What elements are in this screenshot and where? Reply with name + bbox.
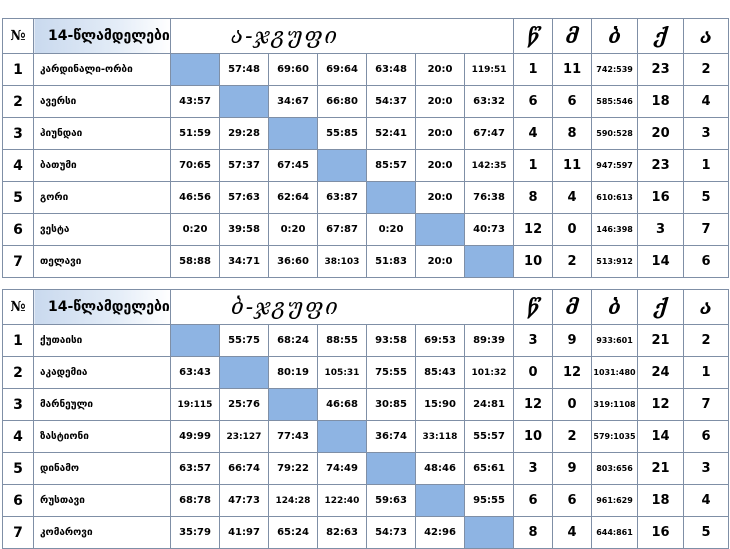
self-match-cell bbox=[318, 150, 367, 182]
place-cell: 2 bbox=[684, 325, 729, 357]
score-cell: 33:118 bbox=[416, 421, 465, 453]
score-cell: 79:22 bbox=[269, 453, 318, 485]
score-cell: 69:53 bbox=[416, 325, 465, 357]
score-cell: 20:0 bbox=[416, 182, 465, 214]
total-points-cell: 23 bbox=[638, 150, 684, 182]
score-cell: 54:73 bbox=[367, 517, 416, 549]
place-cell: 1 bbox=[684, 357, 729, 389]
team-name: გორი bbox=[34, 182, 171, 214]
table-row bbox=[3, 86, 729, 118]
score-cell: 93:58 bbox=[367, 325, 416, 357]
score-cell: 46:56 bbox=[171, 182, 220, 214]
score-cell: 40:73 bbox=[465, 214, 514, 246]
points-diff-cell: 742:539 bbox=[592, 54, 638, 86]
score-cell: 74:49 bbox=[318, 453, 367, 485]
score-cell: 95:55 bbox=[465, 485, 514, 517]
score-cell: 54:37 bbox=[367, 86, 416, 118]
score-cell: 41:97 bbox=[220, 517, 269, 549]
score-cell: 55:85 bbox=[318, 118, 367, 150]
score-cell: 15:90 bbox=[416, 389, 465, 421]
group-a-table bbox=[2, 18, 729, 278]
place-cell: 2 bbox=[684, 54, 729, 86]
score-cell: 35:79 bbox=[171, 517, 220, 549]
place-cell: 6 bbox=[684, 421, 729, 453]
score-cell: 0:20 bbox=[171, 214, 220, 246]
score-cell: 36:60 bbox=[269, 246, 318, 278]
losses-cell: 0 bbox=[553, 389, 592, 421]
place-cell: 4 bbox=[684, 86, 729, 118]
wins-cell: 8 bbox=[514, 182, 553, 214]
losses-cell: 2 bbox=[553, 246, 592, 278]
place-cell: 7 bbox=[684, 214, 729, 246]
self-match-cell bbox=[367, 453, 416, 485]
total-points-cell: 18 bbox=[638, 485, 684, 517]
table-row bbox=[3, 453, 729, 485]
score-cell: 63:48 bbox=[367, 54, 416, 86]
self-match-cell bbox=[416, 485, 465, 517]
self-match-cell bbox=[171, 54, 220, 86]
score-cell: 82:63 bbox=[318, 517, 367, 549]
table-row bbox=[3, 182, 729, 214]
score-cell: 68:78 bbox=[171, 485, 220, 517]
score-cell: 23:127 bbox=[220, 421, 269, 453]
score-cell: 30:85 bbox=[367, 389, 416, 421]
team-name: კარდინალი-ორბი bbox=[34, 54, 171, 86]
score-cell: 63:32 bbox=[465, 86, 514, 118]
table-row bbox=[3, 517, 729, 549]
score-cell: 55:75 bbox=[220, 325, 269, 357]
team-name: აკადემია bbox=[34, 357, 171, 389]
score-cell: 19:115 bbox=[171, 389, 220, 421]
place-cell: 1 bbox=[684, 150, 729, 182]
points-diff-cell: 585:546 bbox=[592, 86, 638, 118]
team-name: ჰიუნდაი bbox=[34, 118, 171, 150]
score-cell: 89:39 bbox=[465, 325, 514, 357]
number-header: № bbox=[3, 290, 34, 325]
header-row bbox=[3, 19, 729, 54]
place-cell: 5 bbox=[684, 517, 729, 549]
team-name: თელავი bbox=[34, 246, 171, 278]
stat-header-s2: მ bbox=[553, 290, 592, 325]
wins-cell: 1 bbox=[514, 150, 553, 182]
score-cell: 58:88 bbox=[171, 246, 220, 278]
points-diff-cell: 644:861 bbox=[592, 517, 638, 549]
score-cell: 76:38 bbox=[465, 182, 514, 214]
score-cell: 34:71 bbox=[220, 246, 269, 278]
row-number: 3 bbox=[3, 389, 34, 421]
table-row bbox=[3, 485, 729, 517]
stat-header-s4: ქ bbox=[638, 290, 684, 325]
team-name: კომაროვი bbox=[34, 517, 171, 549]
stat-header-s1: წ bbox=[514, 19, 553, 54]
self-match-cell bbox=[318, 421, 367, 453]
losses-cell: 4 bbox=[553, 182, 592, 214]
wins-cell: 12 bbox=[514, 389, 553, 421]
score-cell: 70:65 bbox=[171, 150, 220, 182]
losses-cell: 9 bbox=[553, 325, 592, 357]
losses-cell: 2 bbox=[553, 421, 592, 453]
table-row bbox=[3, 118, 729, 150]
score-cell: 47:73 bbox=[220, 485, 269, 517]
team-name: მარნეული bbox=[34, 389, 171, 421]
total-points-cell: 23 bbox=[638, 54, 684, 86]
stat-header-s5: ა bbox=[684, 290, 729, 325]
wins-cell: 6 bbox=[514, 485, 553, 517]
score-cell: 63:57 bbox=[171, 453, 220, 485]
table-row bbox=[3, 54, 729, 86]
self-match-cell bbox=[416, 214, 465, 246]
wins-cell: 8 bbox=[514, 517, 553, 549]
self-match-cell bbox=[269, 389, 318, 421]
wins-cell: 0 bbox=[514, 357, 553, 389]
group-title: ა-ჯგუფი bbox=[171, 19, 514, 54]
points-diff-cell: 933:601 bbox=[592, 325, 638, 357]
place-cell: 4 bbox=[684, 485, 729, 517]
score-cell: 59:63 bbox=[367, 485, 416, 517]
losses-cell: 12 bbox=[553, 357, 592, 389]
group-b-table bbox=[2, 289, 729, 549]
wins-cell: 3 bbox=[514, 325, 553, 357]
score-cell: 124:28 bbox=[269, 485, 318, 517]
stat-header-s5: ა bbox=[684, 19, 729, 54]
score-cell: 80:19 bbox=[269, 357, 318, 389]
total-points-cell: 21 bbox=[638, 453, 684, 485]
points-diff-cell: 803:656 bbox=[592, 453, 638, 485]
score-cell: 122:40 bbox=[318, 485, 367, 517]
score-cell: 67:87 bbox=[318, 214, 367, 246]
team-name: ვესტა bbox=[34, 214, 171, 246]
points-diff-cell: 947:597 bbox=[592, 150, 638, 182]
score-cell: 77:43 bbox=[269, 421, 318, 453]
score-cell: 63:43 bbox=[171, 357, 220, 389]
row-number: 4 bbox=[3, 421, 34, 453]
points-diff-cell: 319:1108 bbox=[592, 389, 638, 421]
score-cell: 57:48 bbox=[220, 54, 269, 86]
points-diff-cell: 1031:480 bbox=[592, 357, 638, 389]
score-cell: 57:37 bbox=[220, 150, 269, 182]
score-cell: 49:99 bbox=[171, 421, 220, 453]
score-cell: 66:80 bbox=[318, 86, 367, 118]
score-cell: 85:57 bbox=[367, 150, 416, 182]
row-number: 7 bbox=[3, 517, 34, 549]
score-cell: 20:0 bbox=[416, 150, 465, 182]
row-number: 1 bbox=[3, 54, 34, 86]
score-cell: 51:83 bbox=[367, 246, 416, 278]
total-points-cell: 3 bbox=[638, 214, 684, 246]
score-cell: 0:20 bbox=[269, 214, 318, 246]
score-cell: 65:24 bbox=[269, 517, 318, 549]
losses-cell: 8 bbox=[553, 118, 592, 150]
self-match-cell bbox=[171, 325, 220, 357]
row-number: 6 bbox=[3, 214, 34, 246]
score-cell: 62:64 bbox=[269, 182, 318, 214]
score-cell: 66:74 bbox=[220, 453, 269, 485]
place-cell: 6 bbox=[684, 246, 729, 278]
table-row bbox=[3, 325, 729, 357]
total-points-cell: 18 bbox=[638, 86, 684, 118]
score-cell: 20:0 bbox=[416, 246, 465, 278]
score-cell: 142:35 bbox=[465, 150, 514, 182]
score-cell: 69:64 bbox=[318, 54, 367, 86]
score-cell: 34:67 bbox=[269, 86, 318, 118]
team-name: ავერსი bbox=[34, 86, 171, 118]
stat-header-s3: ბ bbox=[592, 19, 638, 54]
team-name: ზასტიონი bbox=[34, 421, 171, 453]
score-cell: 63:87 bbox=[318, 182, 367, 214]
team-name: ბათუმი bbox=[34, 150, 171, 182]
table-row bbox=[3, 357, 729, 389]
row-number: 2 bbox=[3, 357, 34, 389]
age-category-header: 14-წლამდელები bbox=[34, 19, 171, 54]
points-diff-cell: 961:629 bbox=[592, 485, 638, 517]
score-cell: 43:57 bbox=[171, 86, 220, 118]
losses-cell: 6 bbox=[553, 485, 592, 517]
stat-header-s4: ქ bbox=[638, 19, 684, 54]
score-cell: 75:55 bbox=[367, 357, 416, 389]
age-category-header: 14-წლამდელები bbox=[34, 290, 171, 325]
total-points-cell: 24 bbox=[638, 357, 684, 389]
score-cell: 29:28 bbox=[220, 118, 269, 150]
wins-cell: 6 bbox=[514, 86, 553, 118]
losses-cell: 11 bbox=[553, 54, 592, 86]
place-cell: 3 bbox=[684, 453, 729, 485]
row-number: 2 bbox=[3, 86, 34, 118]
wins-cell: 10 bbox=[514, 246, 553, 278]
points-diff-cell: 146:398 bbox=[592, 214, 638, 246]
wins-cell: 3 bbox=[514, 453, 553, 485]
score-cell: 24:81 bbox=[465, 389, 514, 421]
row-number: 5 bbox=[3, 453, 34, 485]
score-cell: 119:51 bbox=[465, 54, 514, 86]
table-row bbox=[3, 389, 729, 421]
score-cell: 85:43 bbox=[416, 357, 465, 389]
score-cell: 57:63 bbox=[220, 182, 269, 214]
points-diff-cell: 610:613 bbox=[592, 182, 638, 214]
score-cell: 20:0 bbox=[416, 118, 465, 150]
self-match-cell bbox=[367, 182, 416, 214]
row-number: 1 bbox=[3, 325, 34, 357]
score-cell: 20:0 bbox=[416, 54, 465, 86]
row-number: 4 bbox=[3, 150, 34, 182]
row-number: 7 bbox=[3, 246, 34, 278]
wins-cell: 1 bbox=[514, 54, 553, 86]
score-cell: 55:57 bbox=[465, 421, 514, 453]
losses-cell: 4 bbox=[553, 517, 592, 549]
score-cell: 68:24 bbox=[269, 325, 318, 357]
score-cell: 36:74 bbox=[367, 421, 416, 453]
losses-cell: 11 bbox=[553, 150, 592, 182]
total-points-cell: 21 bbox=[638, 325, 684, 357]
score-cell: 42:96 bbox=[416, 517, 465, 549]
self-match-cell bbox=[269, 118, 318, 150]
score-cell: 39:58 bbox=[220, 214, 269, 246]
stat-header-s2: მ bbox=[553, 19, 592, 54]
self-match-cell bbox=[220, 357, 269, 389]
points-diff-cell: 579:1035 bbox=[592, 421, 638, 453]
score-cell: 20:0 bbox=[416, 86, 465, 118]
score-cell: 38:103 bbox=[318, 246, 367, 278]
self-match-cell bbox=[220, 86, 269, 118]
self-match-cell bbox=[465, 246, 514, 278]
points-diff-cell: 590:528 bbox=[592, 118, 638, 150]
score-cell: 88:55 bbox=[318, 325, 367, 357]
score-cell: 52:41 bbox=[367, 118, 416, 150]
stat-header-s1: წ bbox=[514, 290, 553, 325]
table-row bbox=[3, 246, 729, 278]
score-cell: 46:68 bbox=[318, 389, 367, 421]
total-points-cell: 14 bbox=[638, 246, 684, 278]
wins-cell: 4 bbox=[514, 118, 553, 150]
wins-cell: 10 bbox=[514, 421, 553, 453]
losses-cell: 0 bbox=[553, 214, 592, 246]
number-header: № bbox=[3, 19, 34, 54]
score-cell: 0:20 bbox=[367, 214, 416, 246]
total-points-cell: 14 bbox=[638, 421, 684, 453]
stat-header-s3: ბ bbox=[592, 290, 638, 325]
table-row bbox=[3, 421, 729, 453]
table-row bbox=[3, 214, 729, 246]
group-title: ბ-ჯგუფი bbox=[171, 290, 514, 325]
score-cell: 67:45 bbox=[269, 150, 318, 182]
score-cell: 65:61 bbox=[465, 453, 514, 485]
row-number: 3 bbox=[3, 118, 34, 150]
total-points-cell: 16 bbox=[638, 182, 684, 214]
score-cell: 25:76 bbox=[220, 389, 269, 421]
points-diff-cell: 513:912 bbox=[592, 246, 638, 278]
header-row bbox=[3, 290, 729, 325]
team-name: ქუთაისი bbox=[34, 325, 171, 357]
self-match-cell bbox=[465, 517, 514, 549]
place-cell: 5 bbox=[684, 182, 729, 214]
losses-cell: 6 bbox=[553, 86, 592, 118]
score-cell: 69:60 bbox=[269, 54, 318, 86]
score-cell: 48:46 bbox=[416, 453, 465, 485]
team-name: რუსთავი bbox=[34, 485, 171, 517]
score-cell: 105:31 bbox=[318, 357, 367, 389]
team-name: დინამო bbox=[34, 453, 171, 485]
place-cell: 3 bbox=[684, 118, 729, 150]
table-row bbox=[3, 150, 729, 182]
score-cell: 101:32 bbox=[465, 357, 514, 389]
score-cell: 67:47 bbox=[465, 118, 514, 150]
losses-cell: 9 bbox=[553, 453, 592, 485]
total-points-cell: 12 bbox=[638, 389, 684, 421]
total-points-cell: 16 bbox=[638, 517, 684, 549]
row-number: 6 bbox=[3, 485, 34, 517]
row-number: 5 bbox=[3, 182, 34, 214]
total-points-cell: 20 bbox=[638, 118, 684, 150]
place-cell: 7 bbox=[684, 389, 729, 421]
score-cell: 51:59 bbox=[171, 118, 220, 150]
wins-cell: 12 bbox=[514, 214, 553, 246]
